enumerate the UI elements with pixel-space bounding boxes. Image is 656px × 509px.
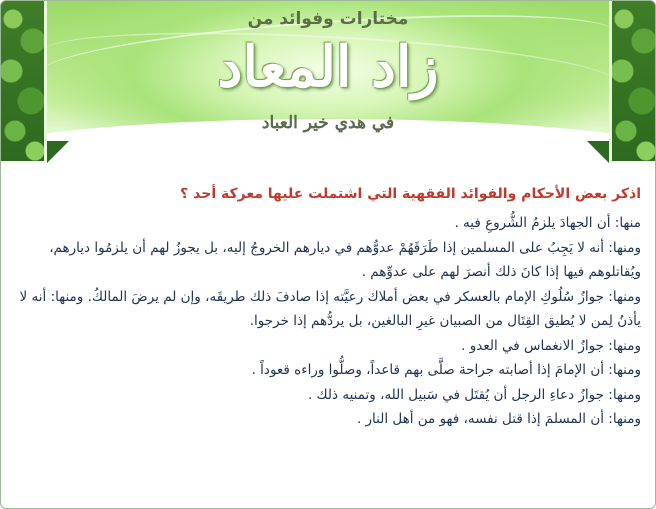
book-title-logo: زاد المعاد [217,34,439,100]
answer-paragraph: ومنها: جوازُ دعاءِ الرجل أن يُقتَل في سَبيل الله، وتمنيه ذلك . [307,386,641,403]
answer-paragraph: ومنها: جوازُ سُلُوكِ الإمام بالعسكر في بعض أملاك رعيَّته إذا صادفَ ذلك طريقَه، وإن لم يرضَ المالكُ. ومنها: أنه لا يأذنُ لِمن لا يُطيق القِتَال من الصبيان غيرِ البالغين، بل يردُّهم إذا خرجوا. [19,288,641,329]
header-subtitle: مختارات وفوائد من [247,9,409,29]
content-area [15,181,641,432]
answer-paragraph: ومنها: أنه لا يَجِبُ على المسلمين إذا طَرَقَهُمْ عدوُّهم في ديارهم الخروجُ إليه، بل يجوزُ لهم أن يلزمُوا ديارهم، ويُقاتلوهم فيها إذا كانَ ذلك أنصرَ لهم على عدوِّهم . [49,239,641,280]
header-tagline: في هدي خير العباد [261,113,395,133]
answer-paragraph: منها: أن الجهادَ يلزمُ الشُّروعِ فيه . [454,215,641,231]
question-heading: اذكر بعض الأحكام والفوائد الفقهية التي اشتملت عليها معركة أحد ؟ [180,186,641,202]
answer-paragraph: ومنها: أن الإمامَ إذا أصابته جراحة صلَّى بهم قاعداً، وصلُّوا وراءه قعوداً . [251,362,641,378]
corner-ornament-right [587,141,609,163]
header-banner [1,1,655,166]
corner-ornament-left [47,141,69,163]
answer-paragraph: ومنها: أن المسلمَ إذا قتل نفسه، فهو من أهل النار . [356,411,641,427]
answer-paragraph: ومنها: جوازُ الانغماس في العدو . [461,337,641,354]
